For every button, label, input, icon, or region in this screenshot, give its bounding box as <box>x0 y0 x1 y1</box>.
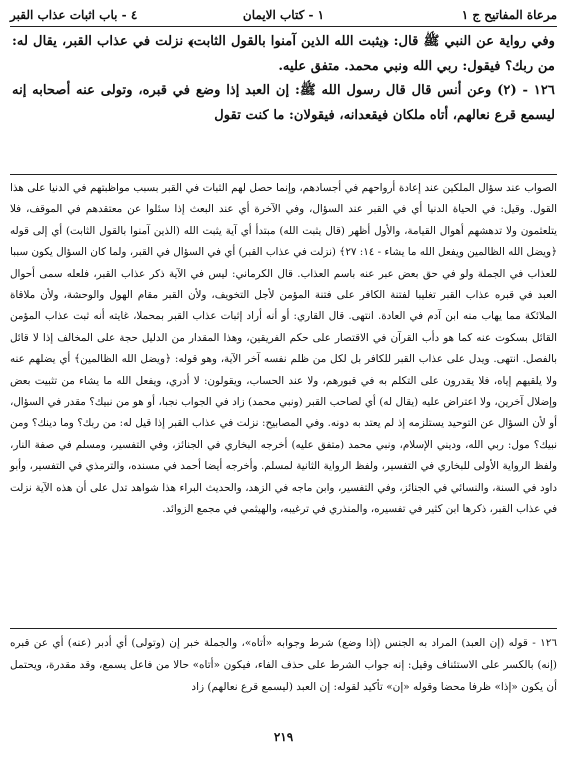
header-chapter-title: ٤ - باب اثبات عذاب القبر <box>10 8 138 22</box>
header-book-title: ١ - كتاب الايمان <box>242 8 325 22</box>
page-number: ٢١٩ <box>273 730 294 744</box>
hadith-text-block <box>12 30 555 128</box>
commentary-block <box>10 178 557 521</box>
hadith-paragraph: ١٢٦ - (٢) وعن أنس قال قال رسول الله ﷺ: إن العبد إذا وضع في قبره، وتولى عنه أصحابه إنه ليسمع قرع نعالهم، أتاه ملكان فيقعدانه، فيقولان: ما كنت تقول <box>12 83 555 123</box>
notes-divider <box>10 628 557 629</box>
header-divider <box>10 26 557 27</box>
commentary-paragraph: الصواب عند سؤال الملكين عند إعادة أرواحهم في أجسادهم، وإنما حصل لهم الثبات في القبر بسبب مواظبتهم في الدنيا على هذا القول. وقيل: في الحياة الدنيا أي في القبر عند السؤال، وفي الآخرة أي عند البعث إذا سئلوا عن معتقدهم في الموقف، فلا يتلعثمون ولا تدهشهم أهوال القيامة، والأول أظهر (قال يثبت الله) مبتدأ أي آية يثبت الله (الذين آمنوا بالقول الثابت) أي إلى قوله ﴿ويضل الله الظالمين ويفعل الله ما يشاء - ١٤: ٢٧﴾ (نزلت في عذاب القبر) أي في السؤال في القبر، ولما كان السؤال يكون سببا للعذاب في الجملة ولو في حق بعض عبر عنه باسم العذاب. قال الكرماني: ليس في الآية ذكر عذاب القبر، فلعله سمى أحوال العبد في قبره عذاب القبر تغليبا لفتنة الكافر على فتنة المؤمن لأجل التخويف، ولأن القبر مقام الهول والوحشة، ولأن ملاقاة الملائكة مما يهاب منه ابن آدم في العادة. انتهى. قال القاري: أو أنه أراد إثبات عذاب القبر بمحملا، غايته أنه ثبت عذاب المؤمن القائل بسكوت عنه كما هو دأب القرآن في الاقتصار على حكم الفريقين، وهذا المقدار من الدليل حجة على المخالف إذا لا قائل بالفصل. انتهى. ويدل على عذاب القبر للكافر بل لكل من ظلم نفسه آخر الآية، وهو قوله: ﴿ويضل الله الظالمين﴾ أي يضلهم عنه ولا يلقيهم إياه، فلا يقدرون على التكلم به في قبورهم، ولا عند الحساب، ويقولون: لا أدري، ويفعل الله ما يشاء من تثبيت بعض وإضلال آخرين، ولا اعتراض عليه (يقال له) أي لصاحب القبر (ونبي محمد) زاد في الجواب نجبا، أو هو من نبيك؟ مقدر في السؤال، أو لأن السؤال عن التوحيد يستلزمه إذ لم يعتد به دونه. وفي المصابيح: نزلت في عذاب القبر إذا قيل له: من ربك؟ وما دينك؟ ومن نبيك؟ مول: ربي الله، وديني الإسلام، ونبي محمد (متفق عليه) أخرجه البخاري في الجنائز، وفي التفسير، ومسلم في صفة النار، ولفظ الرواية الأولى للبخاري في التفسير، ولفظ الرواية الثانية لمسلم. وأخرجه أيضا أحمد في مسنده، والترمذي في التفسير، وأبو داود في السنة، والنسائي في الجنائز، وفي التفسير، وابن ماجه في الزهد، والحديث البراء هذا شواهد تدل على أن هذه الآية نزلت في عذاب القبر، ذكرها ابن كثير في تفسيره، والمنذري في ترغيبه، والهيثمي في مجمع الزوائد. <box>10 182 557 516</box>
page-header <box>10 6 557 24</box>
notes-paragraph: ١٢٦ - قوله (إن العبد) المراد به الجنس (إذا وضع) شرط وجوابه «أتاه»، والجملة خبر إن (وتولى) أي أدبر (عنه) أي عن قبره (إنه) بالكسر على الاستئناف وقيل: إنه جواب الشرط على حذف الفاء، فيكون «أتاه» حالا من فاعل يسمع، وقد مقدرة، ويحتمل أن يكون «إذا» ظرفا محضا وقوله «إن» تأكيد لقوله: إن العبد (ليسمع قرع نعالهم) زاد <box>10 637 557 693</box>
header-volume: مرعاة المفاتيح ج ١ <box>461 8 557 22</box>
notes-block <box>10 632 557 698</box>
hadith-paragraph: وفي رواية عن النبي ﷺ قال: ﴿يثبت الله الذين آمنوا بالقول الثابت﴾ نزلت في عذاب القبر، يقال له: من ربك؟ فيقول: ربي الله ونبي محمد. متفق عليه. <box>12 34 555 74</box>
main-text-divider <box>10 174 557 175</box>
